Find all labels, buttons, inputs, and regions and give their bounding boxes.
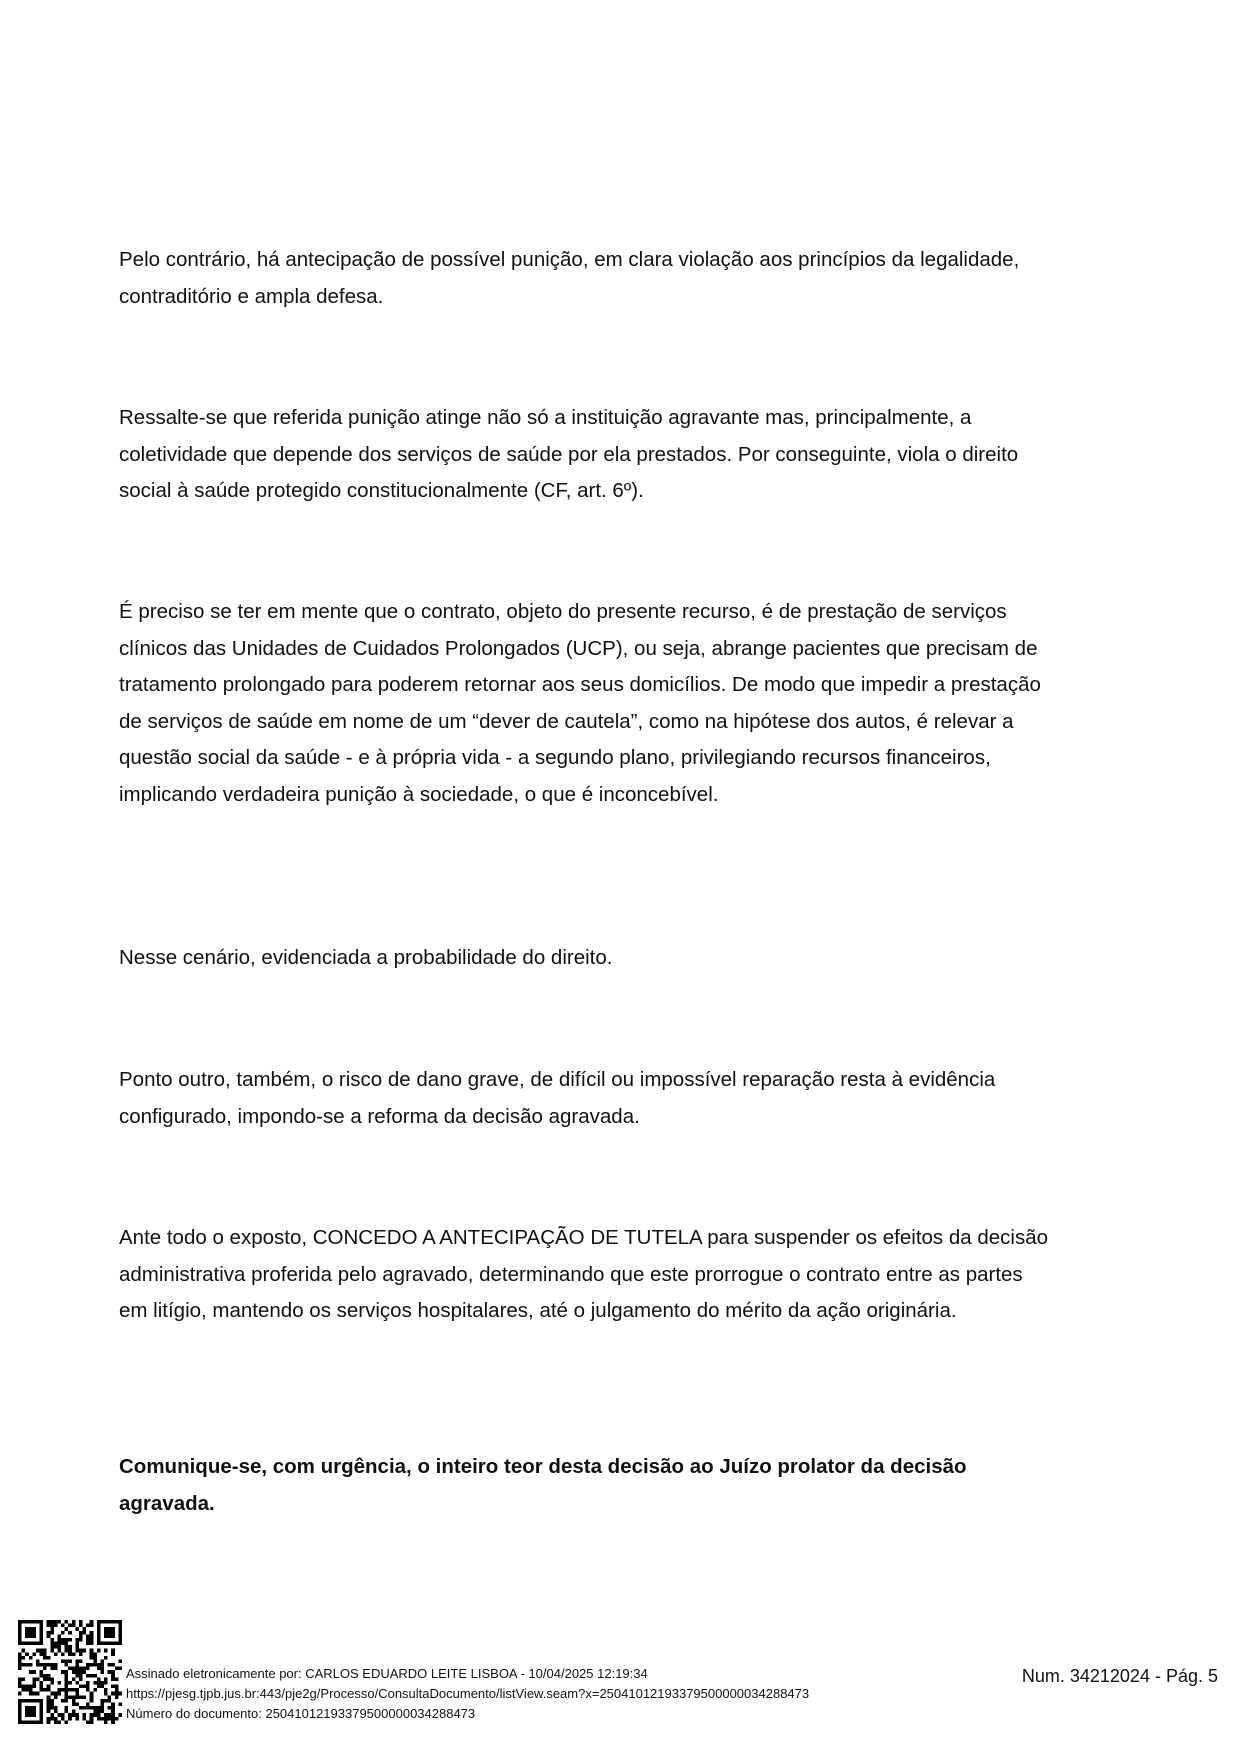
paragraph-4: Nesse cenário, evidenciada a probabilidade do direito.: [119, 946, 613, 969]
page-number: Num. 34212024 - Pág. 5: [1021, 1666, 1218, 1686]
signature-footer: [126, 1664, 809, 1724]
paragraph-1: Pelo contrário, há antecipação de possível punição, em clara violação aos princípios da legalidade, contraditório e ampla defesa.: [119, 248, 1020, 308]
signed-by-text: Assinado eletronicamente por: CARLOS EDUARDO LEITE LISBOA - 10/04/2025 12:19:34: [126, 1666, 648, 1681]
paragraph-6: Ante todo o exposto, CONCEDO A ANTECIPAÇÃO DE TUTELA para suspender os efeitos da decisão administrativa proferida pelo agravado, determinando que este prorrogue o contrato entre as partes em litígio, mantendo os serviços hospitalares, até o julgamento do mérito da ação originária.: [119, 1226, 1049, 1322]
paragraph-2: Ressalte-se que referida punição atinge não só a instituição agravante mas, principalmente, a coletividade que depende dos serviços de saúde por ela prestados. Por conseguinte, viola o direito social à saúde protegido constitucionalmente (CF, art. 6º).: [119, 406, 1019, 502]
qr-code-icon: [18, 1620, 122, 1724]
qr-code: [18, 1620, 122, 1724]
document-url[interactable]: https://pjesg.tjpb.jus.br:443/pje2g/Processo/ConsultaDocumento/listView.seam?x=25041012193379500000034288473: [126, 1686, 810, 1701]
paragraph-3: É preciso se ter em mente que o contrato, objeto do presente recurso, é de prestação de serviços clínicos das Unidades de Cuidados Prolongados (UCP), ou seja, abrange pacientes que precisam de tratamento prolongado para poderem retornar aos seus domicílios. De modo que impedir a prestação de serviços de saúde em nome de um “dever de cautela”, como na hipótese dos autos, é relevar a questão social da saúde - e à própria vida - a segundo plano, privilegiando recursos financeiros, implicando verdadeira punição à sociedade, o que é inconcebível.: [119, 600, 1041, 806]
paragraph-5: Ponto outro, também, o risco de dano grave, de difícil ou impossível reparação resta à evidência configurado, impondo-se a reforma da decisão agravada.: [119, 1068, 996, 1128]
paragraph-7-closing: Comunique-se, com urgência, o inteiro teor desta decisão ao Juízo prolator da decisão agravada.: [119, 1455, 967, 1515]
document-number-text: Número do documento: 25041012193379500000034288473: [126, 1706, 476, 1721]
